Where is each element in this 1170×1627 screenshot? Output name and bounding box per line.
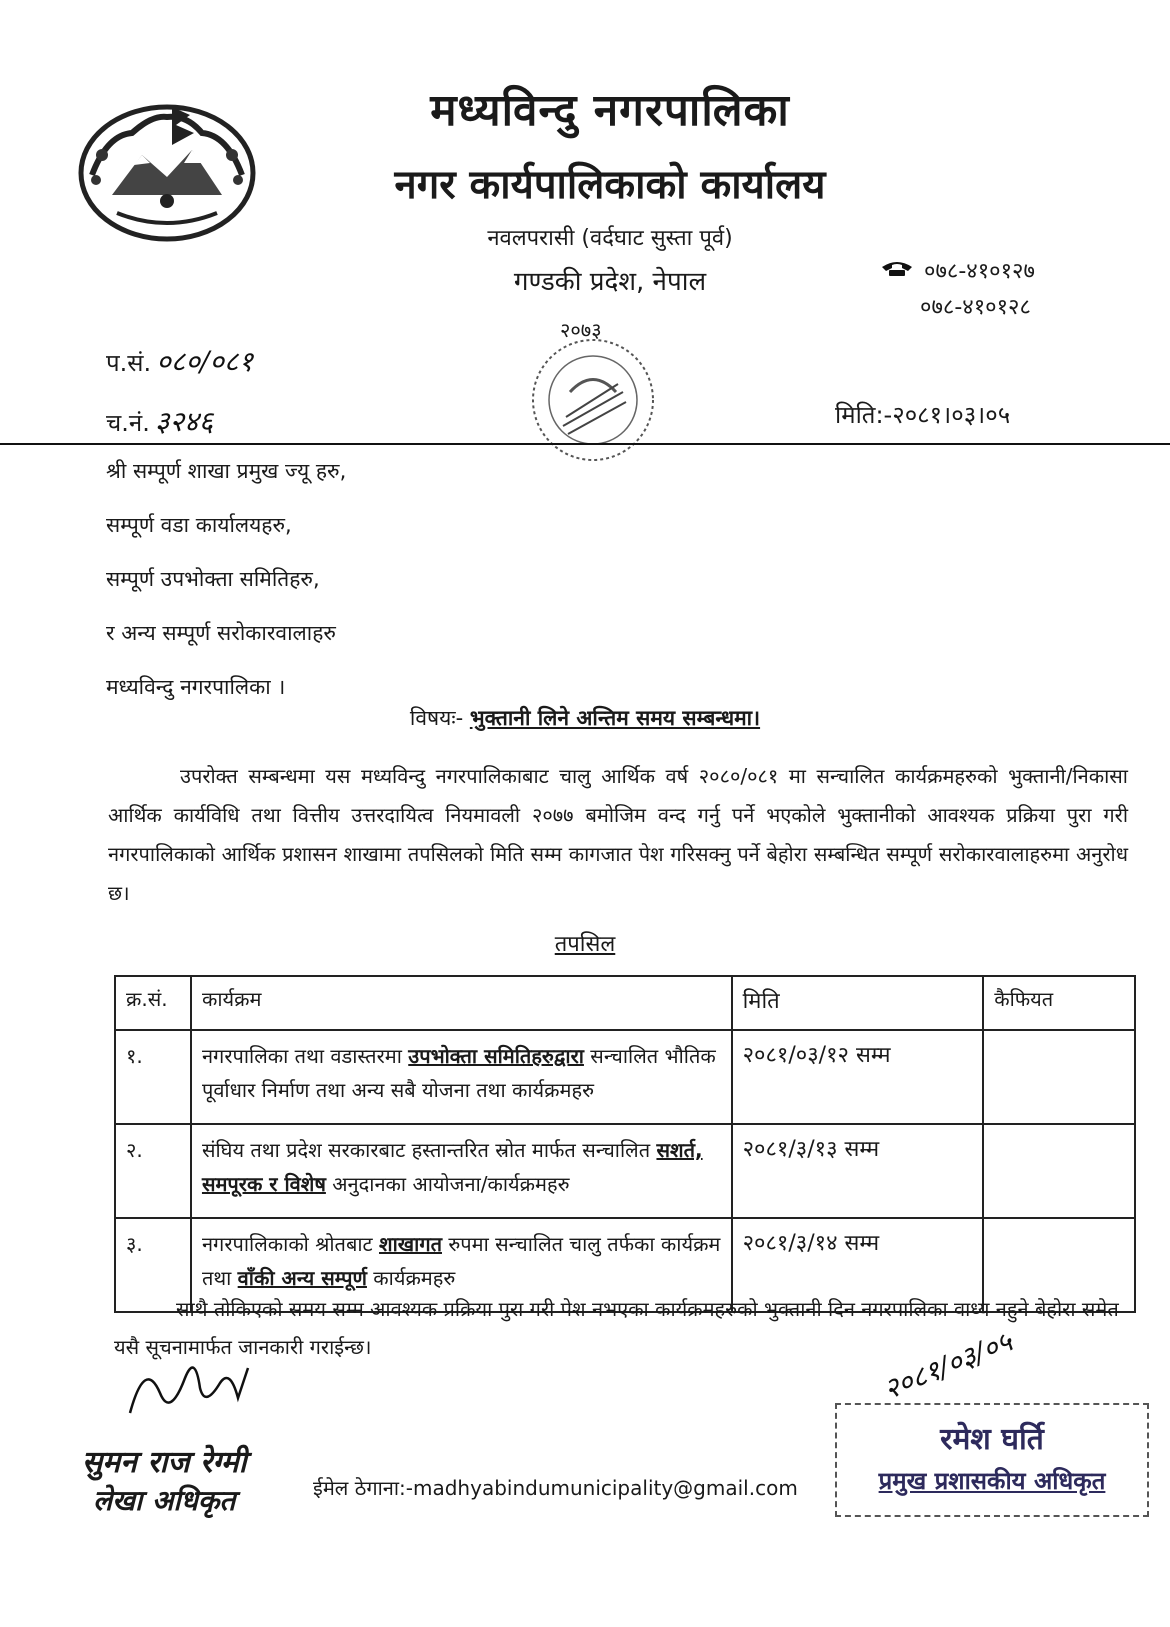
- letter-date: मिति:-२०८१।०३।०५: [835, 401, 1011, 429]
- recipient-line: श्री सम्पूर्ण शाखा प्रमुख ज्यू हरु,: [106, 459, 347, 483]
- address-district: नवलपरासी (वर्दघाट सुस्ता पूर्व): [487, 226, 733, 251]
- header-divider: [0, 443, 1170, 445]
- col-header-sn: क्र.सं.: [115, 976, 191, 1030]
- left-signatory: [82, 1440, 246, 1519]
- row-date: २०८१/०३/१२ सम्म: [732, 1030, 984, 1124]
- schedule-table: [114, 975, 1136, 1313]
- row-program: नगरपालिका तथा वडास्तरमा उपभोक्ता समितिहरुद्वारा सन्चालित भौतिक पूर्वाधार निर्माण तथा अन्य सबै योजना तथा कार्यक्रमहरु: [191, 1030, 732, 1124]
- col-header-date: मिति: [732, 976, 984, 1030]
- subject-label: विषयः-: [409, 706, 464, 730]
- row-remarks: [983, 1030, 1135, 1124]
- row-sn: २.: [115, 1124, 191, 1218]
- left-signatory-name: सुमन राज रेग्मी: [82, 1445, 247, 1480]
- recipient-line: मध्यविन्दु नगरपालिका ।: [106, 675, 286, 699]
- phone-number-1: ०७८-४१०१२७: [924, 259, 1035, 284]
- row-program: नगरपालिकाको श्रोतबाट शाखागत रुपमा सन्चालित चालु तर्फका कार्यक्रम तथा वाँकी अन्य सम्पूर्ण कार्यक्रमहरु: [191, 1218, 732, 1312]
- left-signatory-role: लेखा अधिकृत: [93, 1484, 236, 1517]
- office-name: नगर कार्यपालिकाको कार्यालय: [394, 162, 826, 208]
- email-line: ईमेल ठेगाना:-madhyabindumunicipality@gmail.com: [313, 1476, 798, 1500]
- table-row: [115, 1030, 1135, 1124]
- recipient-line: सम्पूर्ण उपभोक्ता समितिहरु,: [106, 567, 320, 591]
- schedule-heading: तपसिल: [554, 932, 616, 957]
- right-signatory-role: प्रमुख प्रशासकीय अधिकृत: [878, 1466, 1106, 1495]
- right-signature-date: २०८१/०३/०५: [878, 1324, 1017, 1407]
- cn-value: ३२४६: [154, 405, 214, 438]
- reference-ps: [106, 342, 253, 380]
- ps-label: प.सं.: [106, 349, 152, 377]
- body-paragraph: उपरोक्त सम्बन्धमा यस मध्यविन्दु नगरपालिकाबाट चालु आर्थिक वर्ष २०८०/०८१ मा सन्चालित कार्यक्रमहरुको भुक्तानी/निकासा आर्थिक कार्यविधि तथा वित्तीय उत्तरदायित्व नियमावली २०७७ बमोजिम वन्द गर्नु पर्ने भएकोले भुक्तानीको आवश्यक प्रक्रिया पुरा गरी नगरपालिकाको आर्थिक प्रशासन शाखामा तपसिलको मिति सम्म कागजात पेश गरिसक्नु पर्ने बेहोरा सम्बन्धित सम्पूर्ण सरोकारवालाहरुमा अनुरोध छ।: [108, 764, 1128, 905]
- left-signature-scribble: [120, 1348, 280, 1432]
- telephone-icon: [880, 258, 914, 283]
- reference-cn: [106, 402, 213, 440]
- phone-numbers: [880, 252, 1110, 324]
- established-year: २०७३: [560, 318, 602, 342]
- closing-paragraph: साथै तोकिएको समय सम्म आवश्यक प्रक्रिया पुरा गरी पेश नभएका कार्यक्रमहरुको भुक्तानी दिन नगरपालिका वाध्य नहुने बेहोरा समेत यसै सूचनामार्फत जानकारी गराईन्छ।: [114, 1297, 1119, 1359]
- phone-number-2: ०७८-४१०१२८: [920, 295, 1031, 320]
- recipient-line: सम्पूर्ण वडा कार्यालयहरु,: [106, 513, 292, 537]
- ps-value: ०८०/०८१: [156, 345, 254, 378]
- col-header-remarks: कैफियत: [983, 976, 1135, 1030]
- subject-text: भुक्तानी लिने अन्तिम समय सम्बन्धमा।: [469, 706, 761, 730]
- row-program: संघिय तथा प्रदेश सरकारबाट हस्तान्तरित स्रोत मार्फत सन्चालित सशर्त, समपूरक र विशेष अनुदानका आयोजना/कार्यक्रमहरु: [191, 1124, 732, 1218]
- col-header-program: कार्यक्रम: [191, 976, 732, 1030]
- row-sn: १.: [115, 1030, 191, 1124]
- right-signatory-stamp: [835, 1403, 1149, 1517]
- office-seal-stamp: [508, 322, 678, 476]
- cn-label: च.नं.: [106, 409, 150, 437]
- recipient-line: र अन्य सम्पूर्ण सरोकारवालाहरु: [106, 621, 336, 645]
- table-header-row: [115, 976, 1135, 1030]
- subject-line: [0, 704, 1170, 732]
- row-sn: ३.: [115, 1218, 191, 1312]
- recipients-block: [106, 456, 346, 726]
- address-province: गण्डकी प्रदेश, नेपाल: [513, 267, 707, 297]
- row-remarks: [983, 1124, 1135, 1218]
- row-date: २०८१/३/१४ सम्म: [732, 1218, 984, 1312]
- table-row: [115, 1124, 1135, 1218]
- row-date: २०८१/३/१३ सम्म: [732, 1124, 984, 1218]
- municipality-name: मध्यविन्दु नगरपालिका: [430, 85, 790, 136]
- nepal-government-emblem-icon: [72, 95, 262, 249]
- right-signatory-name: रमेश घर्ति: [940, 1422, 1044, 1457]
